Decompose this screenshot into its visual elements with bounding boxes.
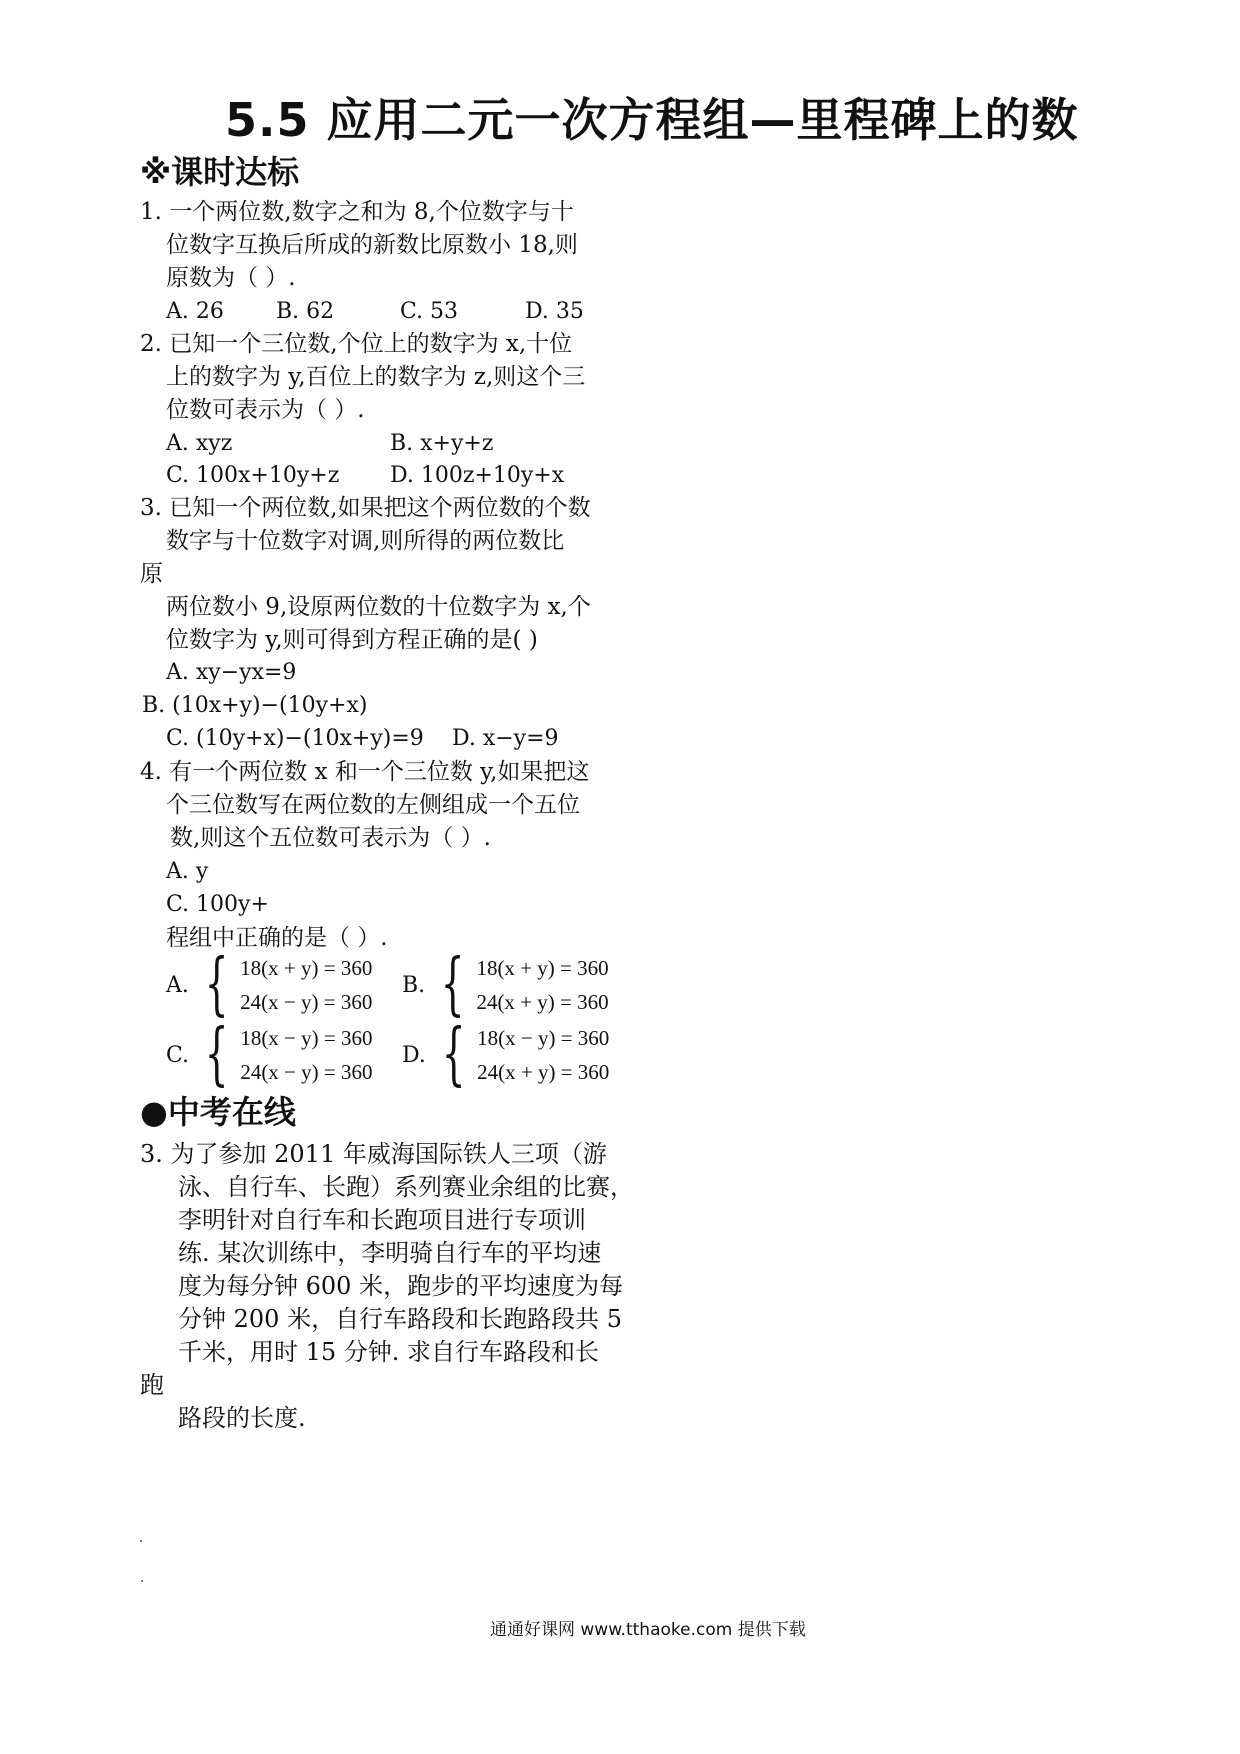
section-heading-zhongkao: ●中考在线 bbox=[140, 1093, 296, 1131]
scan-speck bbox=[141, 1580, 143, 1582]
brace-icon: { bbox=[441, 1015, 466, 1094]
q5-line-4: 练. 某次训练中，李明骑自行车的平均速 bbox=[178, 1239, 602, 1267]
q1-line-3: 原数为（ ）. bbox=[166, 265, 296, 291]
q2-option-b: B. x+y+z bbox=[390, 431, 494, 456]
footer-credit: 通通好课网 www.tthaoke.com 提供下载 bbox=[490, 1620, 806, 1640]
q1-option-b: B. 62 bbox=[276, 299, 335, 324]
q1-option-c: C. 53 bbox=[400, 299, 459, 324]
q2-option-c: C. 100x+10y+z bbox=[166, 463, 340, 488]
q5-line-1: 3. 为了参加 2011 年威海国际铁人三项（游 bbox=[140, 1140, 607, 1168]
q2-line-2: 上的数字为 y,百位上的数字为 z,则这个三 bbox=[166, 364, 586, 390]
q4-option-c: C. 100y+ bbox=[166, 892, 269, 917]
q3-option-d: D. x−y=9 bbox=[452, 726, 559, 751]
equation-system-c bbox=[166, 1015, 373, 1094]
q3-line-5: 位数字为 y,则可得到方程正确的是( ) bbox=[166, 627, 538, 653]
equation: 24(x + y) = 360 bbox=[476, 990, 609, 1014]
q4-extra-line: 程组中正确的是（ ）. bbox=[166, 925, 388, 951]
brace-icon: { bbox=[204, 1015, 229, 1094]
equation-system-label: C. bbox=[166, 1042, 190, 1068]
brace-icon: { bbox=[204, 945, 229, 1024]
q3-line-3: 原 bbox=[140, 561, 163, 587]
q5-line-8: 跑 bbox=[140, 1371, 164, 1399]
q4-option-a: A. y bbox=[166, 859, 209, 884]
q2-line-3: 位数可表示为（ ）. bbox=[166, 397, 365, 423]
q5-line-3: 李明针对自行车和长跑项目进行专项训 bbox=[178, 1206, 586, 1234]
q3-line-4: 两位数小 9,设原两位数的十位数字为 x,个 bbox=[166, 594, 591, 620]
equation: 24(x − y) = 360 bbox=[240, 990, 373, 1014]
q3-line-2: 数字与十位数字对调,则所得的两位数比 bbox=[166, 528, 565, 554]
q4-line-2: 个三位数写在两位数的左侧组成一个五位 bbox=[166, 792, 580, 818]
q5-line-7: 千米，用时 15 分钟. 求自行车路段和长 bbox=[178, 1338, 600, 1366]
q1-option-d: D. 35 bbox=[525, 299, 584, 324]
equation-system-label: B. bbox=[402, 972, 426, 998]
section-heading-keshi: ※课时达标 bbox=[140, 153, 300, 191]
equation: 18(x − y) = 360 bbox=[240, 1026, 373, 1050]
equation: 18(x + y) = 360 bbox=[240, 956, 373, 980]
q3-option-b: B. (10x+y)−(10y+x) bbox=[142, 693, 368, 718]
q3-option-c: C. (10y+x)−(10x+y)=9 bbox=[166, 726, 424, 751]
q4-line-1: 4. 有一个两位数 x 和一个三位数 y,如果把这 bbox=[140, 759, 590, 785]
q1-line-2: 位数字互换后所成的新数比原数小 18,则 bbox=[166, 232, 578, 258]
equation-system-b bbox=[402, 945, 609, 1024]
q1-line-1: 1. 一个两位数,数字之和为 8,个位数字与十 bbox=[140, 199, 574, 225]
equation: 24(x + y) = 360 bbox=[477, 1060, 610, 1084]
equation: 18(x − y) = 360 bbox=[477, 1026, 610, 1050]
q3-line-1: 3. 已知一个两位数,如果把这个两位数的个数 bbox=[140, 495, 591, 521]
equation-system-label: A. bbox=[166, 972, 189, 998]
brace-icon: { bbox=[440, 945, 465, 1024]
q3-option-a: A. xy−yx=9 bbox=[166, 660, 297, 685]
q1-option-a: A. 26 bbox=[166, 299, 224, 324]
q2-option-a: A. xyz bbox=[166, 431, 233, 456]
equation-system-d bbox=[402, 1015, 610, 1094]
q5-line-5: 度为每分钟 600 米，跑步的平均速度为每 bbox=[178, 1272, 624, 1300]
q5-line-2: 泳、自行车、长跑）系列赛业余组的比赛， bbox=[178, 1173, 634, 1201]
page-title: 5.5 应用二元一次方程组—里程碑上的数 bbox=[225, 93, 1079, 147]
equation-system-label: D. bbox=[402, 1042, 426, 1068]
q2-line-1: 2. 已知一个三位数,个位上的数字为 x,十位 bbox=[140, 331, 573, 357]
equation: 24(x − y) = 360 bbox=[240, 1060, 373, 1084]
q5-line-9: 路段的长度. bbox=[178, 1404, 306, 1432]
q2-option-d: D. 100z+10y+x bbox=[390, 463, 565, 488]
scan-speck bbox=[140, 1540, 142, 1542]
equation: 18(x + y) = 360 bbox=[476, 956, 609, 980]
q4-line-3: 数,则这个五位数可表示为（ ）. bbox=[170, 825, 491, 851]
equation-system-a bbox=[166, 945, 373, 1024]
q5-line-6: 分钟 200 米，自行车路段和长跑路段共 5 bbox=[178, 1305, 622, 1333]
